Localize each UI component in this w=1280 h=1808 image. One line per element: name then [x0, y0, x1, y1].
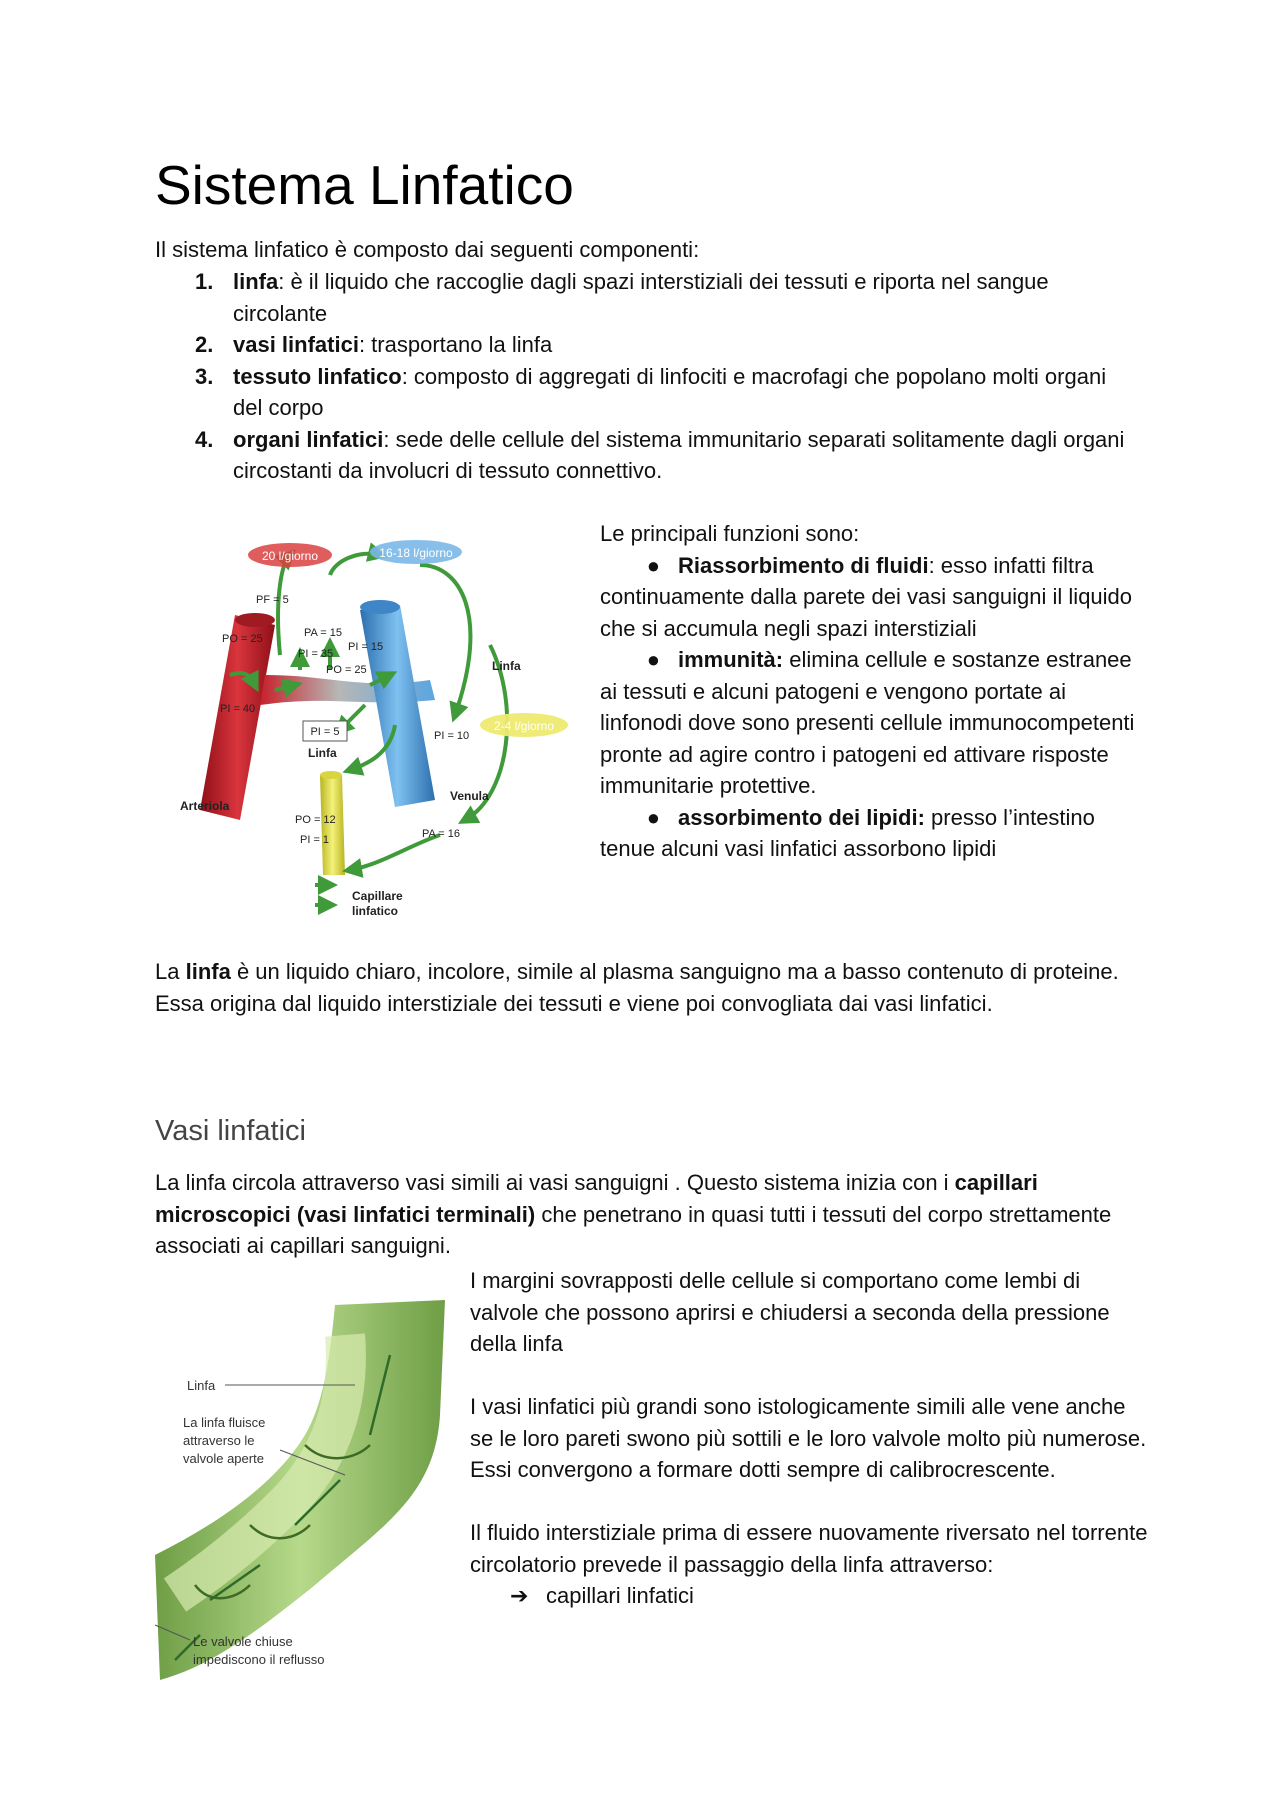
- vasi-paragraph-4: Il fluido interstiziale prima di essere nuovamente riversato nel torrente circolatorio prevede il passaggio della linfa attraverso:: [470, 1520, 1148, 1577]
- label-arteriola: Arteriola: [180, 799, 230, 813]
- venule-vessel: [360, 605, 435, 807]
- label-pi-1: PI = 1: [300, 834, 330, 846]
- label-2-4-l-giorno: 2-4 l/giorno: [493, 719, 555, 733]
- vasi-paragraph-1: La linfa circola attraverso vasi simili ai vasi sanguigni . Questo sistema inizia con i capillari microscopici (vasi linfatici terminali) che penetrano in quasi tutti i tessuti del corpo strettamente associati ai capillari sanguigni.: [155, 1170, 1112, 1258]
- components-list: [155, 266, 1135, 487]
- label-pa-15: PA = 15: [304, 627, 343, 639]
- label-po-25: PO = 25: [222, 633, 263, 645]
- list-item: ● assorbimento dei lipidi: presso l’intestino tenue alcuni vasi linfatici assorbono lipidi: [600, 804, 1095, 861]
- label-20-l-giorno: 20 l/giorno: [261, 549, 319, 563]
- functions-heading: Le principali funzioni sono:: [600, 521, 860, 546]
- label-venula: Venula: [450, 789, 489, 803]
- list-item: 2. vasi linfatici: trasportano la linfa: [195, 332, 553, 357]
- capillary-exchange-diagram: [180, 525, 590, 925]
- section-heading-vasi-linfatici: Vasi linfatici: [155, 1115, 306, 1147]
- label-16-18-l-giorno: 16-18 l/giorno: [379, 546, 453, 560]
- label-po-25b: PO = 25: [326, 664, 367, 676]
- list-item: ● Riassorbimento di fluidi: esso infatti filtra continuamente dalla parete dei vasi sanguigni il liquido che si accumula negli spazi interstiziali: [600, 552, 1133, 641]
- vasi-paragraph-2: I margini sovrapposti delle cellule si comportano come lembi di valvole che possono aprirsi e chiudersi a seconda della pressione della linfa: [470, 1268, 1110, 1356]
- label-linfa: Linfa: [187, 1378, 216, 1393]
- vasi-paragraph-3: I vasi linfatici più grandi sono istologicamente simili alle vene anche se le loro pareti swono più sottili e le loro valvole molto più numerose. Essi convergono a formare dotti sempre di calibrocrescente.: [470, 1394, 1147, 1482]
- label-pi-15: PI = 15: [348, 641, 384, 653]
- label-flow-1: La linfa fluisce: [183, 1415, 266, 1430]
- label-pa-16: PA = 16: [422, 828, 461, 840]
- label-pf: PF = 5: [256, 594, 289, 606]
- label-flow-3: valvole aperte: [183, 1451, 264, 1466]
- arrow-bullet-icon: ➔: [510, 1583, 529, 1608]
- list-item: 4. organi linfatici: sede delle cellule del sistema immunitario separati solitamente dagli organi circostanti da involucri di tessuto connettivo.: [195, 426, 1125, 483]
- lymph-vessel-valves-diagram: [155, 1295, 455, 1685]
- label-po-12: PO = 12: [295, 814, 336, 826]
- label-linfatico: linfatico: [352, 904, 399, 918]
- list-item: 1. linfa: è il liquido che raccoglie dagli spazi interstiziali dei tessuti e riporta nel sangue circolante: [195, 269, 1049, 326]
- list-item: ➔ capillari linfatici: [470, 1580, 1150, 1612]
- label-linfa-box: Linfa: [308, 746, 337, 760]
- arteriole-vessel: [200, 615, 275, 820]
- list-item: ● immunità: elimina cellule e sostanze estranee ai tessuti e alcuni patogeni e vengono portate ai linfonodi dove sono presenti cellule immunocompetenti pronte ad agire contro i patogeni ed attivare risposte immunitarie protettive.: [600, 647, 1135, 798]
- label-flow-2: attraverso le: [183, 1433, 255, 1448]
- label-closed-1: Le valvole chiuse: [193, 1634, 293, 1649]
- label-pi-35: PI = 35: [298, 648, 334, 660]
- label-pi-40: PI = 40: [220, 703, 256, 715]
- label-pi-5: PI = 5: [310, 726, 340, 738]
- label-pi-10: PI = 10: [434, 730, 470, 742]
- page-title: Sistema Linfatico: [155, 154, 574, 216]
- intro-text: Il sistema linfatico è composto dai seguenti componenti:: [155, 237, 700, 262]
- label-linfa-side: Linfa: [492, 659, 521, 673]
- label-capillare: Capillare: [352, 889, 403, 903]
- functions-block: [600, 518, 1140, 865]
- label-closed-2: impediscono il reflusso: [193, 1652, 325, 1667]
- list-item: 3. tessuto linfatico: composto di aggregati di linfociti e macrofagi che popolano molti organi del corpo: [195, 363, 1107, 420]
- linfa-paragraph: La linfa è un liquido chiaro, incolore, simile al plasma sanguigno ma a basso contenuto di proteine. Essa origina dal liquido interstiziale dei tessuti e viene poi convogliata dai vasi linfatici.: [155, 959, 1119, 1016]
- vasi-right-column: [470, 1265, 1150, 1612]
